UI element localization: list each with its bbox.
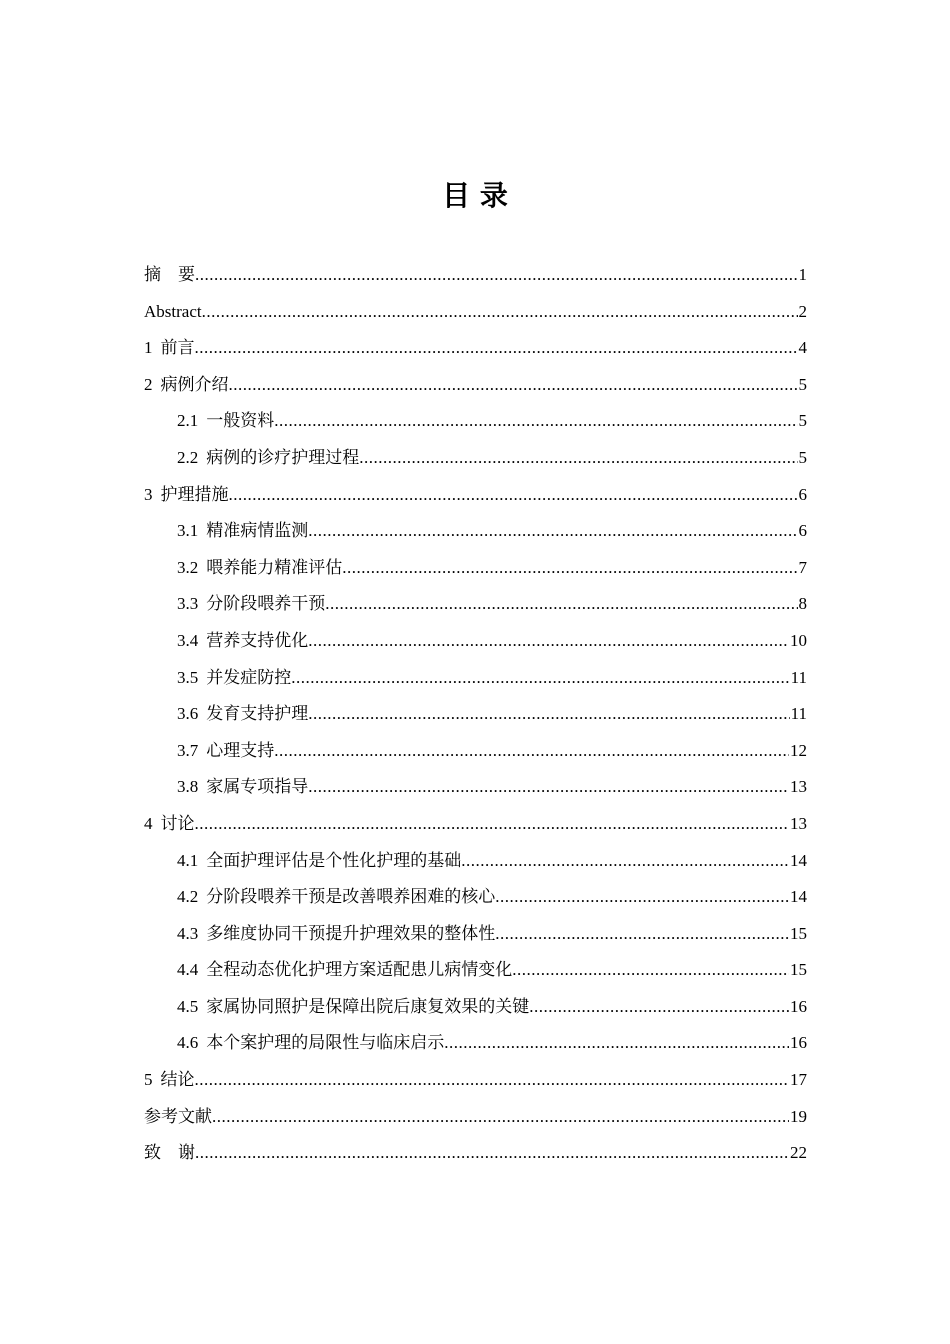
toc-entry-title: 全面护理评估是个性化护理的基础 xyxy=(206,850,462,870)
toc-entry-title: 喂养能力精准评估 xyxy=(206,557,343,577)
toc-entry[interactable] xyxy=(144,403,807,440)
toc-entry-page-number: 5 xyxy=(798,411,807,431)
toc-entry-page-number: 17 xyxy=(790,1070,807,1090)
toc-entry-number: 4.2 xyxy=(177,887,199,907)
toc-entry-number: 4.3 xyxy=(177,923,199,943)
toc-dot-leader xyxy=(461,843,789,880)
toc-entry-page-number: 7 xyxy=(798,557,807,577)
toc-dot-leader xyxy=(274,733,789,770)
toc-entry[interactable] xyxy=(144,696,807,733)
toc-entry[interactable] xyxy=(144,989,807,1026)
toc-entry-number: 4 xyxy=(144,813,153,833)
toc-entry-number: 2.2 xyxy=(177,447,199,467)
page-title: 目 录 xyxy=(442,179,508,212)
toc-dot-leader xyxy=(195,330,798,367)
toc-dot-leader xyxy=(342,550,797,587)
toc-entry-page-number: 11 xyxy=(790,704,807,724)
toc-entry-number: 4.6 xyxy=(177,1033,199,1053)
toc-entry-number: 3.8 xyxy=(177,777,199,797)
toc-entry-number: 3.6 xyxy=(177,704,199,724)
toc-entry-title: 讨论 xyxy=(160,813,195,833)
toc-entry-page-number: 13 xyxy=(790,813,807,833)
toc-entry-page-number: 4 xyxy=(798,338,807,358)
toc-entry[interactable] xyxy=(144,1025,807,1062)
toc-entry-page-number: 16 xyxy=(790,1033,807,1053)
toc-dot-leader xyxy=(291,660,789,697)
toc-entry[interactable] xyxy=(144,806,807,843)
toc-entry-number: 2.1 xyxy=(177,411,199,431)
toc-dot-leader xyxy=(229,477,798,514)
toc-entry-page-number: 8 xyxy=(798,594,807,614)
toc-entry-number: 3.2 xyxy=(177,557,199,577)
toc-dot-leader xyxy=(212,1099,789,1136)
toc-entry[interactable] xyxy=(144,1099,807,1136)
toc-entry[interactable] xyxy=(144,660,807,697)
toc-dot-leader xyxy=(512,952,789,989)
toc-entry-page-number: 15 xyxy=(790,923,807,943)
toc-entry-title: 营养支持优化 xyxy=(206,630,309,650)
toc-entry[interactable] xyxy=(144,550,807,587)
toc-entry-number: 3.5 xyxy=(177,667,199,687)
toc-entry-title: 家属协同照护是保障出院后康复效果的关键 xyxy=(206,996,530,1016)
toc-entry-number: 3 xyxy=(144,484,153,504)
toc-dot-leader xyxy=(202,294,798,331)
toc-entry[interactable] xyxy=(144,952,807,989)
toc-entry-title: 一般资料 xyxy=(206,411,275,431)
toc-dot-leader xyxy=(195,1135,789,1172)
toc-entry[interactable] xyxy=(144,879,807,916)
toc-entry[interactable] xyxy=(144,586,807,623)
toc-entry-page-number: 11 xyxy=(790,667,807,687)
toc-entry-page-number: 16 xyxy=(790,996,807,1016)
toc-entry-page-number: 5 xyxy=(798,447,807,467)
toc-entry-title: 精准病情监测 xyxy=(206,521,309,541)
toc-entry-page-number: 14 xyxy=(790,887,807,907)
toc-dot-leader xyxy=(325,586,797,623)
table-of-contents xyxy=(144,257,807,1172)
toc-dot-leader xyxy=(529,989,789,1026)
toc-entry-page-number: 12 xyxy=(790,740,807,760)
toc-entry-title: 摘 要 xyxy=(144,265,195,284)
toc-entry-title: 病例的诊疗护理过程 xyxy=(206,447,360,467)
toc-entry-number: 3.1 xyxy=(177,521,199,541)
toc-entry-page-number: 6 xyxy=(798,484,807,504)
toc-entry-title: 心理支持 xyxy=(206,740,275,760)
toc-entry-number: 4.1 xyxy=(177,850,199,870)
toc-entry-number: 3.3 xyxy=(177,594,199,614)
toc-dot-leader xyxy=(274,403,797,440)
toc-entry-title: 并发症防控 xyxy=(206,667,292,687)
toc-entry[interactable] xyxy=(144,257,807,294)
toc-entry-page-number: 2 xyxy=(798,301,807,321)
toc-dot-leader xyxy=(195,1062,790,1099)
toc-entry[interactable] xyxy=(144,477,807,514)
toc-entry-title: 多维度协同干预提升护理效果的整体性 xyxy=(206,923,496,943)
toc-dot-leader xyxy=(495,916,789,953)
toc-entry[interactable] xyxy=(144,843,807,880)
toc-entry[interactable] xyxy=(144,440,807,477)
toc-entry-title: 分阶段喂养干预 xyxy=(206,594,326,614)
toc-entry-title: 发育支持护理 xyxy=(206,704,309,724)
toc-entry-title: 护理措施 xyxy=(160,484,229,504)
toc-entry-page-number: 10 xyxy=(790,630,807,650)
toc-entry-page-number: 19 xyxy=(790,1106,807,1126)
toc-entry-title: 病例介绍 xyxy=(160,374,229,394)
toc-entry-page-number: 14 xyxy=(790,850,807,870)
toc-entry-number: 3.7 xyxy=(177,740,199,760)
toc-entry-title: 全程动态优化护理方案适配患儿病情变化 xyxy=(206,960,513,980)
toc-entry-page-number: 1 xyxy=(798,265,807,284)
toc-entry-title: 参考文献 xyxy=(144,1106,212,1126)
toc-entry[interactable] xyxy=(144,769,807,806)
toc-entry-page-number: 13 xyxy=(790,777,807,797)
toc-entry[interactable] xyxy=(144,513,807,550)
toc-entry-number: 2 xyxy=(144,374,153,394)
toc-entry-number: 4.4 xyxy=(177,960,199,980)
toc-entry[interactable] xyxy=(144,367,807,404)
toc-entry-page-number: 5 xyxy=(798,374,807,394)
toc-entry-number: 5 xyxy=(144,1070,153,1090)
toc-entry-page-number: 15 xyxy=(790,960,807,980)
toc-entry-page-number: 6 xyxy=(798,521,807,541)
toc-entry-title: Abstract xyxy=(144,301,202,321)
toc-dot-leader xyxy=(359,440,797,477)
toc-entry-page-number: 22 xyxy=(790,1143,807,1163)
toc-dot-leader xyxy=(308,769,789,806)
toc-entry-title: 前言 xyxy=(160,338,195,358)
toc-dot-leader xyxy=(444,1025,789,1062)
toc-entry[interactable] xyxy=(144,1062,807,1099)
toc-entry-title: 本个案护理的局限性与临床启示 xyxy=(206,1033,445,1053)
toc-dot-leader xyxy=(495,879,789,916)
toc-entry-title: 结论 xyxy=(160,1070,195,1090)
toc-entry-number: 3.4 xyxy=(177,630,199,650)
toc-entry-title: 分阶段喂养干预是改善喂养困难的核心 xyxy=(206,887,496,907)
toc-entry[interactable] xyxy=(144,623,807,660)
toc-dot-leader xyxy=(308,623,789,660)
toc-entry[interactable] xyxy=(144,330,807,367)
toc-dot-leader xyxy=(229,367,798,404)
toc-entry-number: 4.5 xyxy=(177,996,199,1016)
toc-entry[interactable] xyxy=(144,733,807,770)
toc-dot-leader xyxy=(308,513,797,550)
toc-entry-number: 1 xyxy=(144,338,153,358)
toc-entry[interactable] xyxy=(144,916,807,953)
toc-entry[interactable] xyxy=(144,294,807,331)
toc-entry[interactable] xyxy=(144,1135,807,1172)
toc-dot-leader xyxy=(308,696,789,733)
toc-entry-title: 致 谢 xyxy=(144,1143,195,1163)
toc-entry-title: 家属专项指导 xyxy=(206,777,309,797)
toc-dot-leader xyxy=(195,257,798,294)
toc-dot-leader xyxy=(195,806,790,843)
